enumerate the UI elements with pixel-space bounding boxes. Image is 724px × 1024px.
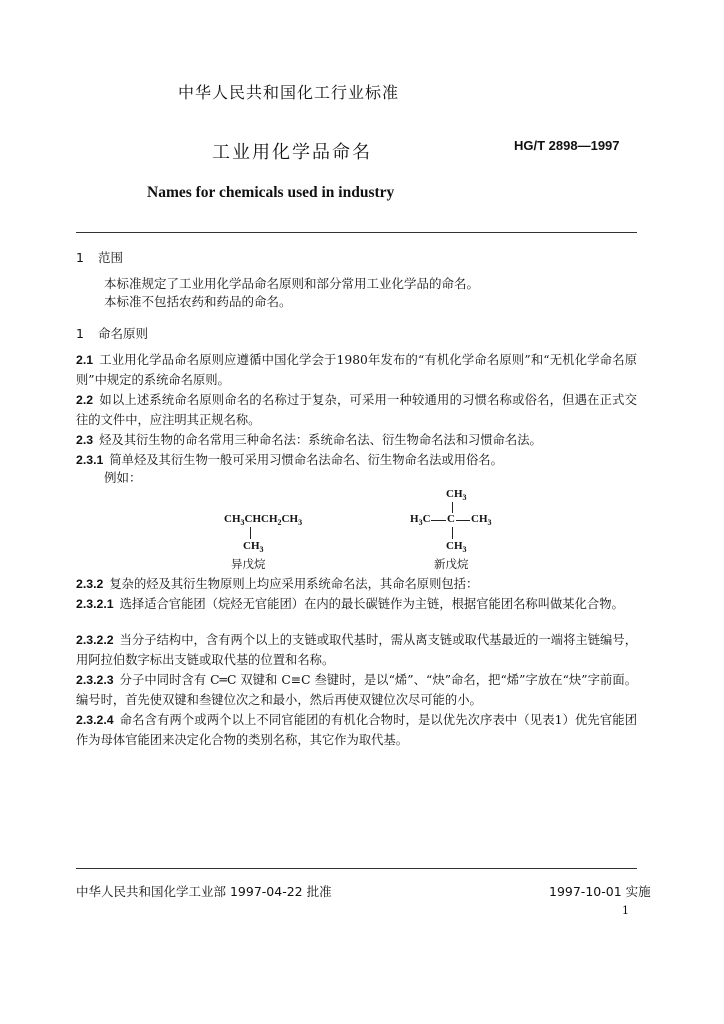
clause-text: 烃及其衍生物的命名常用三种命名法：系统命名法、衍生物命名法和习惯命名法。 — [99, 433, 542, 447]
neopentane-right: $CH_3$ — [471, 513, 492, 528]
neopentane-center: C — [447, 513, 455, 525]
section-number: 1 — [76, 326, 84, 341]
approval-line: 中华人民共和国化学工业部 1997-04-22 批准 — [76, 884, 332, 899]
clause-2-3-2-2 — [76, 630, 637, 670]
clause-2-3 — [76, 430, 637, 450]
clause-2-3-2-3 — [76, 670, 637, 710]
neopentane-top-methyl: $CH_3$ — [446, 488, 467, 503]
clause-2-1 — [76, 350, 637, 390]
neopentane-bottom-methyl: $CH_3$ — [446, 540, 467, 555]
scope-line-1: 本标准规定了工业用化学品命名原则和部分常用工业化学品的命名。 — [104, 276, 480, 291]
clause-text: 命名含有两个或两个以上不同官能团的有机化合物时，是以优先次序表中（见表1）优先官能团作为母体官能团来决定化合物的类别名称，其它作为取代基。 — [76, 713, 637, 747]
clause-2-3-2-4 — [76, 710, 637, 750]
clause-number: 2.1 — [76, 353, 94, 367]
bond-line — [250, 527, 251, 539]
clause-number: 2.3.2.2 — [76, 633, 114, 647]
clause-number: 2.2 — [76, 393, 94, 407]
example-label: 例如： — [104, 470, 142, 485]
section-number: 1 — [76, 250, 84, 265]
issuing-organization: 中华人民共和国化工行业标准 — [178, 83, 400, 102]
clause-text: 当分子结构中，含有两个以上的支链或取代基时，需从离支链或取代基最近的一端将主链编号，用阿拉伯数字标出支链或取代基的位置和名称。 — [76, 633, 637, 667]
clause-text: 简单烃及其衍生物一般可采用习惯命名法命名、衍生物命名法或用俗名。 — [109, 453, 503, 467]
scope-line-2: 本标准不包括农药和药品的命名。 — [104, 294, 292, 309]
clause-number: 2.3.1 — [76, 453, 104, 467]
isopentane-branch: $CH_3$ — [243, 540, 264, 555]
standard-number: HG/T 2898—1997 — [514, 138, 620, 153]
section-1-heading — [76, 248, 123, 266]
clause-2-3-1 — [76, 450, 637, 470]
section-title: 命名原则 — [97, 326, 148, 341]
neopentane-left: $H_3C$ — [410, 513, 431, 528]
bond-line — [452, 502, 453, 513]
bond-line — [431, 520, 446, 521]
clause-text: 复杂的烃及其衍生物原则上均应采用系统命名法，其命名原则包括： — [109, 577, 479, 591]
page-number: 1 — [622, 904, 629, 917]
bond-line — [456, 520, 470, 521]
footer-divider — [76, 868, 637, 869]
clause-text: 选择适合官能团（烷烃无官能团）在内的最长碳链作为主链，根据官能团名称叫做某化合物。 — [119, 597, 624, 611]
bond-line — [452, 527, 453, 539]
clause-number: 2.3.2 — [76, 577, 104, 591]
neopentane-name: 新戊烷 — [434, 557, 469, 571]
section-2-heading — [76, 324, 148, 342]
clause-number: 2.3.2.3 — [76, 673, 114, 687]
document-title-english: Names for chemicals used in industry — [147, 184, 395, 201]
isopentane-main-chain: $CH_3CHCH_2CH_3$ — [224, 513, 303, 528]
isopentane-name: 异戊烷 — [231, 557, 266, 571]
clause-number: 2.3 — [76, 433, 94, 447]
clause-text: 分子中同时含有 C═C 双键和 C≡C 叁键时，是以“烯”、“炔”命名，把“烯”字放在“炔”字前面。编号时，首先使双键和叁键位次之和最小，然后再使双键位次尽可能的小。 — [76, 673, 637, 707]
clause-2-3-2-1 — [76, 594, 637, 614]
clause-2-3-2 — [76, 574, 637, 594]
clause-number: 2.3.2.4 — [76, 713, 114, 727]
clause-text: 工业用化学品命名原则应遵循中国化学会于1980年发布的“有机化学命名原则”和“无机化学命名原则”中规定的系统命名原则。 — [76, 353, 637, 387]
clause-number: 2.3.2.1 — [76, 597, 114, 611]
implementation-date: 1997-10-01 实施 — [549, 884, 651, 899]
section-title: 范围 — [97, 250, 123, 265]
document-title-chinese: 工业用化学品命名 — [212, 142, 372, 163]
clause-2-2 — [76, 390, 637, 430]
header-divider — [76, 232, 637, 233]
clause-text: 如以上述系统命名原则命名的名称过于复杂，可采用一种较通用的习惯名称或俗名，但遇在正式交往的文件中，应注明其正规名称。 — [76, 393, 637, 427]
